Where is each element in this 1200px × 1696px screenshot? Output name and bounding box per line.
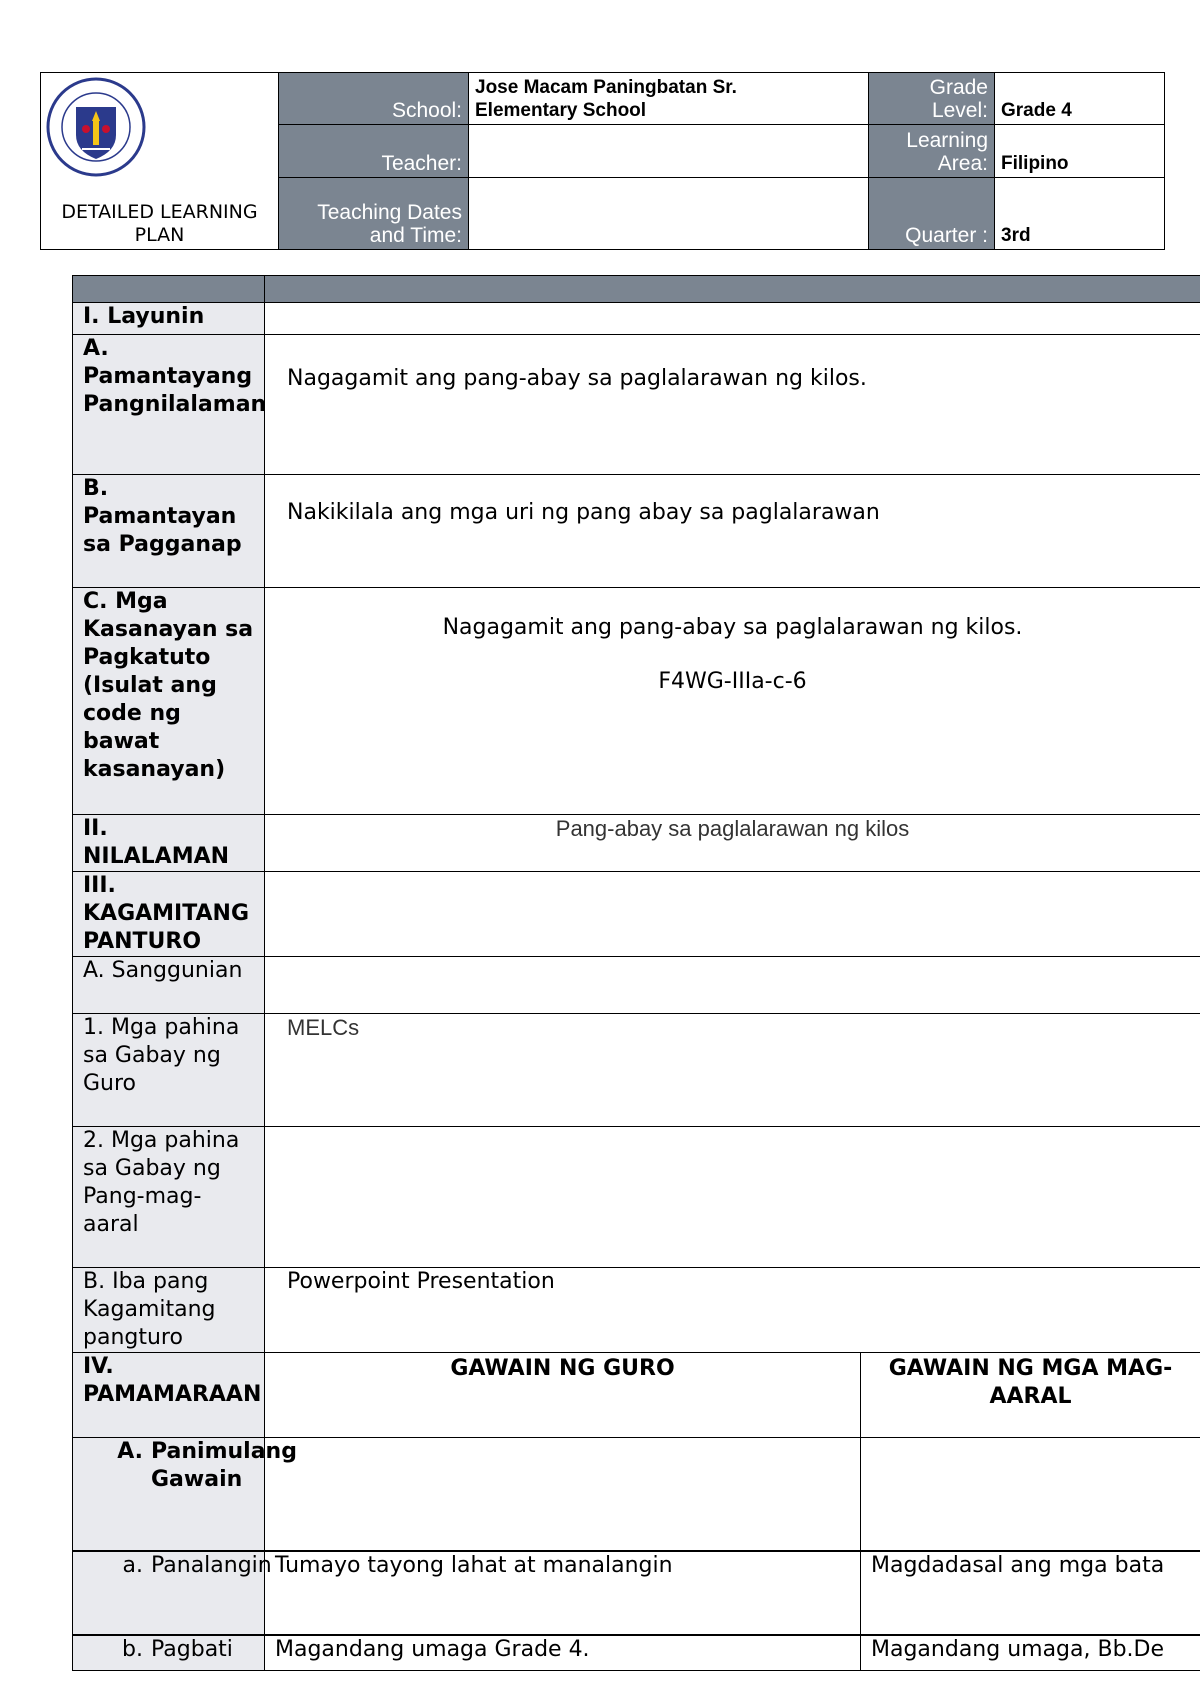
table-row <box>73 815 1200 872</box>
row-label-panimulang-gawain <box>73 1438 297 1551</box>
row-label-layunin: I. Layunin <box>73 303 265 335</box>
pagbati-text: Pagbati <box>151 1636 233 1662</box>
document-type-label: DETAILED LEARNING PLAN <box>61 201 258 246</box>
teacher-label: Teacher: <box>279 125 469 177</box>
teacher-value <box>469 125 869 177</box>
table-row <box>73 1268 1200 1353</box>
row-value-pamantayan-pagganap: Nakikilala ang mga uri ng pang abay sa paglalarawan <box>265 475 1200 588</box>
grade-level-value: Grade 4 <box>995 73 1165 125</box>
row-value-iba-pang-kagamitan: Powerpoint Presentation <box>265 1268 1200 1353</box>
table-row <box>73 1353 1200 1438</box>
row-value-gabay-guro: MELCs <box>265 1014 1200 1127</box>
panimulang-gawain-mag-aaral <box>861 1438 1200 1551</box>
row-value-nilalaman: Pang-abay sa paglalarawan ng kilos <box>265 815 1200 872</box>
table-row <box>73 475 1200 588</box>
quarter-value: 3rd <box>995 177 1165 249</box>
school-value <box>469 73 869 125</box>
pagbati-guro: Magandang umaga Grade 4. <box>265 1635 861 1671</box>
lesson-plan-table <box>72 275 1200 1671</box>
panalangin-guro: Tumayo tayong lahat at manalangin <box>265 1551 861 1635</box>
quarter-label: Quarter : <box>869 177 995 249</box>
learning-area-value: Filipino <box>995 125 1165 177</box>
teaching-dates-value <box>469 177 869 249</box>
table-row <box>73 1127 1200 1268</box>
row-value-layunin <box>265 303 1200 335</box>
panimulang-gawain-guro <box>265 1438 861 1551</box>
table-row <box>73 872 1200 957</box>
marker-a: A. <box>117 1439 143 1464</box>
school-name-line-2: Elementary School <box>475 100 647 122</box>
panalangin-text: Panalangin <box>151 1552 272 1578</box>
row-label-gabay-mag-aaral: 2. Mga pahina sa Gabay ng Pang-mag-aaral <box>73 1127 265 1268</box>
row-label-kasanayan: C. Mga Kasanayan sa Pagkatuto (Isulat ang code ng bawat kasanayan) <box>73 588 265 815</box>
row-label-nilalaman: II. NILALAMAN <box>73 815 265 872</box>
table-row <box>73 1014 1200 1127</box>
row-label-sanggunian: A. Sanggunian <box>73 957 265 1014</box>
kasanayan-text: Nagagamit ang pang-abay sa paglalarawan ng kilos. <box>442 615 1023 640</box>
teaching-dates-label: Teaching Dates and Time: <box>279 177 469 249</box>
table-row <box>73 1551 1200 1635</box>
table-row <box>73 303 1200 335</box>
row-value-pamantayang-pangnilalaman: Nagagamit ang pang-abay sa paglalarawan ng kilos. <box>265 335 1200 475</box>
panalangin-mag-aaral: Magdadasal ang mga bata <box>861 1551 1200 1635</box>
panimulang-gawain-text: Panimulang Gawain <box>151 1439 297 1492</box>
table-row <box>73 1635 1200 1671</box>
row-label-pagbati <box>73 1635 265 1671</box>
row-label-pamamaraan: IV. PAMAMARAAN <box>73 1353 265 1438</box>
school-name-line-1: Jose Macam Paningbatan Sr. <box>475 77 737 99</box>
column-header-gawain-guro: GAWAIN NG GURO <box>265 1353 861 1438</box>
marker-b-lower: b. <box>122 1636 143 1662</box>
table-row <box>73 588 1200 815</box>
kasanayan-code: F4WG-IIIa-c-6 <box>658 669 807 694</box>
table-row <box>73 1438 1200 1551</box>
row-label-iba-pang-kagamitan: B. Iba pang Kagamitang pangturo <box>73 1268 265 1353</box>
table-row <box>73 335 1200 475</box>
logo-cell <box>41 73 279 250</box>
row-label-kagamitan: III. KAGAMITANG PANTURO <box>73 872 265 957</box>
learning-area-label: Learning Area: <box>869 125 995 177</box>
deped-seal-icon <box>46 77 146 177</box>
row-label-panalangin <box>73 1551 272 1635</box>
marker-a-lower: a. <box>122 1552 143 1578</box>
pagbati-mag-aaral: Magandang umaga, Bb.De <box>861 1635 1200 1671</box>
grade-level-label: Grade Level: <box>869 73 995 125</box>
column-header-gawain-mag-aaral: GAWAIN NG MGA MAG-AARAL <box>861 1353 1200 1438</box>
row-value-gabay-mag-aaral <box>265 1127 1200 1268</box>
table-header-bar <box>73 276 1200 303</box>
row-label-pamantayang-pangnilalaman: A. Pamantayang Pangnilalaman <box>73 335 265 475</box>
school-label: School: <box>279 73 469 125</box>
row-label-gabay-guro: 1. Mga pahina sa Gabay ng Guro <box>73 1014 265 1127</box>
row-value-kagamitan <box>265 872 1200 957</box>
row-value-sanggunian <box>265 957 1200 1014</box>
table-row <box>73 957 1200 1014</box>
row-label-pamantayan-pagganap: B. Pamantayan sa Pagganap <box>73 475 265 588</box>
row-value-kasanayan <box>265 588 1200 815</box>
header-block <box>40 72 1164 250</box>
